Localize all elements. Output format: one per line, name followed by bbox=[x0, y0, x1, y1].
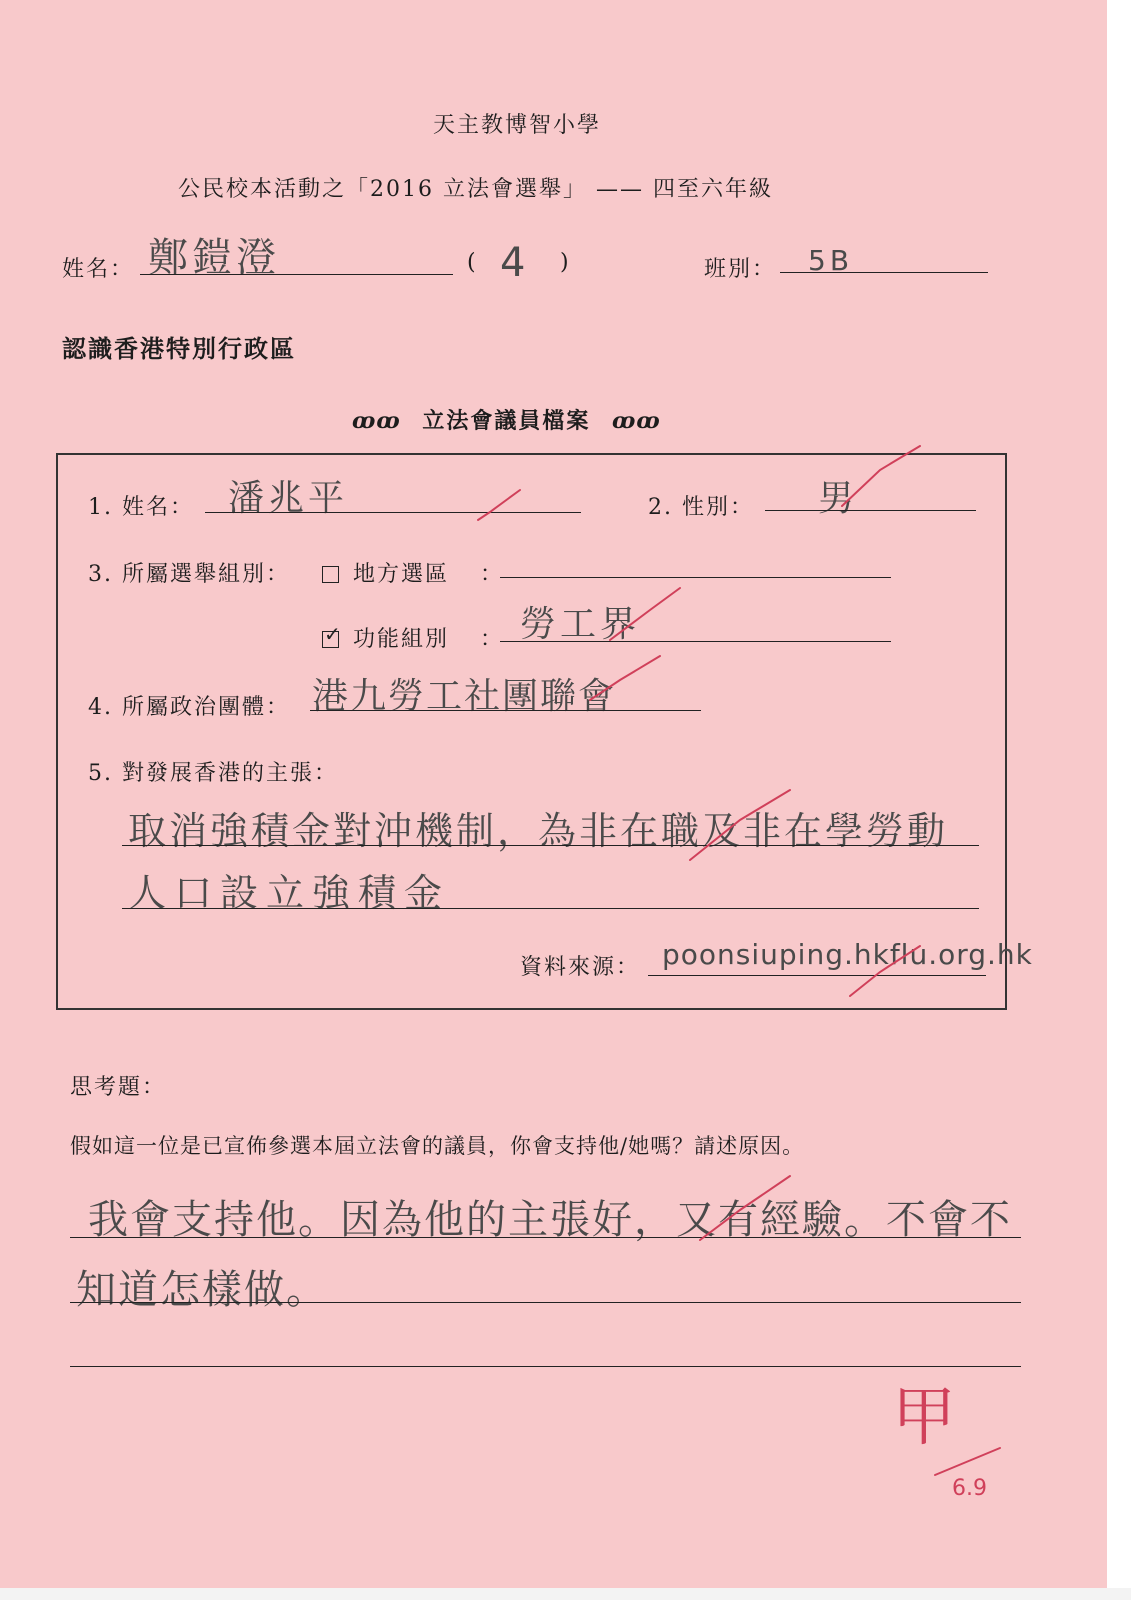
reflection-line2 bbox=[70, 1302, 1021, 1303]
class-value: 5B bbox=[808, 244, 854, 277]
class-number: 4 bbox=[500, 240, 530, 286]
reflection-question: 假如這一位是已宣佈參選本屆立法會的議員，你會支持他/她嗎？請述原因。 bbox=[70, 1134, 805, 1158]
q1-label: 1. 姓名： bbox=[88, 495, 194, 520]
func-answer: 勞工界 bbox=[520, 604, 641, 645]
q5-line1 bbox=[122, 845, 979, 846]
ornament-right: ꝏꝏ bbox=[612, 408, 661, 434]
grade-date: 6.9 bbox=[952, 1476, 987, 1501]
q5-answer-line1: 取消強積金對沖機制，為非在職及非在學勞動 bbox=[128, 809, 949, 853]
scan-edge-bottom bbox=[0, 1588, 1131, 1600]
reflection-line1 bbox=[70, 1237, 1021, 1238]
grade-mark: 甲 bbox=[892, 1381, 956, 1455]
paren-close: ) bbox=[560, 250, 571, 275]
section-title: 認識香港特別行政區 bbox=[62, 334, 296, 363]
q2-label: 2. 性別： bbox=[648, 495, 754, 520]
option-geo-colon: ： bbox=[480, 562, 505, 587]
q5-line2 bbox=[122, 908, 979, 909]
option-geo[interactable] bbox=[322, 557, 449, 588]
q1-answer: 潘兆平 bbox=[228, 478, 349, 519]
func-checkbox[interactable] bbox=[322, 622, 343, 648]
q2-line bbox=[765, 510, 976, 511]
source-label: 資料來源： bbox=[520, 955, 641, 980]
profile-title: 立法會議員檔案 bbox=[422, 408, 591, 434]
option-func[interactable] bbox=[322, 622, 449, 653]
school-name: 天主教博智小學 bbox=[433, 113, 602, 138]
student-name-line bbox=[140, 274, 453, 275]
student-name: 鄭鎧澄 bbox=[148, 235, 280, 281]
q3-label: 3. 所屬選舉組別： bbox=[88, 562, 290, 587]
reflection-heading: 思考題： bbox=[70, 1075, 167, 1100]
option-func-colon: ： bbox=[480, 627, 505, 652]
paren-open: ( bbox=[467, 250, 478, 275]
scan-edge bbox=[1107, 0, 1131, 1600]
q4-line bbox=[310, 710, 701, 711]
student-name-label: 姓名： bbox=[62, 257, 135, 282]
q4-label: 4. 所屬政治團體： bbox=[88, 695, 290, 720]
q5-label: 5. 對發展香港的主張： bbox=[88, 761, 338, 786]
source-line bbox=[648, 975, 986, 976]
q4-answer: 港九勞工社團聯會 bbox=[312, 676, 617, 717]
geo-checkbox[interactable] bbox=[322, 566, 339, 583]
q1-line bbox=[205, 512, 581, 513]
q5-answer-line2: 人口設立強積金 bbox=[128, 871, 451, 915]
source-answer: poonsiuping.hkflu.org.hk bbox=[662, 938, 1033, 971]
profile-title-row bbox=[352, 404, 661, 435]
reflection-answer-line1: 我會支持他。因為他的主張好，又有經驗。不會不 bbox=[88, 1197, 1012, 1243]
q2-answer: 男 bbox=[818, 478, 859, 519]
profile-box bbox=[56, 453, 1007, 1010]
geo-line bbox=[500, 577, 891, 578]
ornament-left: ꝏꝏ bbox=[352, 408, 401, 434]
class-label: 班別： bbox=[704, 257, 777, 282]
reflection-line3 bbox=[70, 1366, 1021, 1367]
class-line bbox=[780, 272, 988, 273]
option-func-label: 功能組別 bbox=[353, 627, 450, 652]
reflection-answer-line2: 知道怎樣做。 bbox=[76, 1267, 328, 1313]
check-icon: ✓ bbox=[324, 622, 343, 646]
option-geo-label: 地方選區 bbox=[353, 562, 450, 587]
activity-title: 公民校本活動之「2016 立法會選舉」 —— 四至六年級 bbox=[178, 177, 773, 202]
func-line bbox=[500, 641, 891, 642]
